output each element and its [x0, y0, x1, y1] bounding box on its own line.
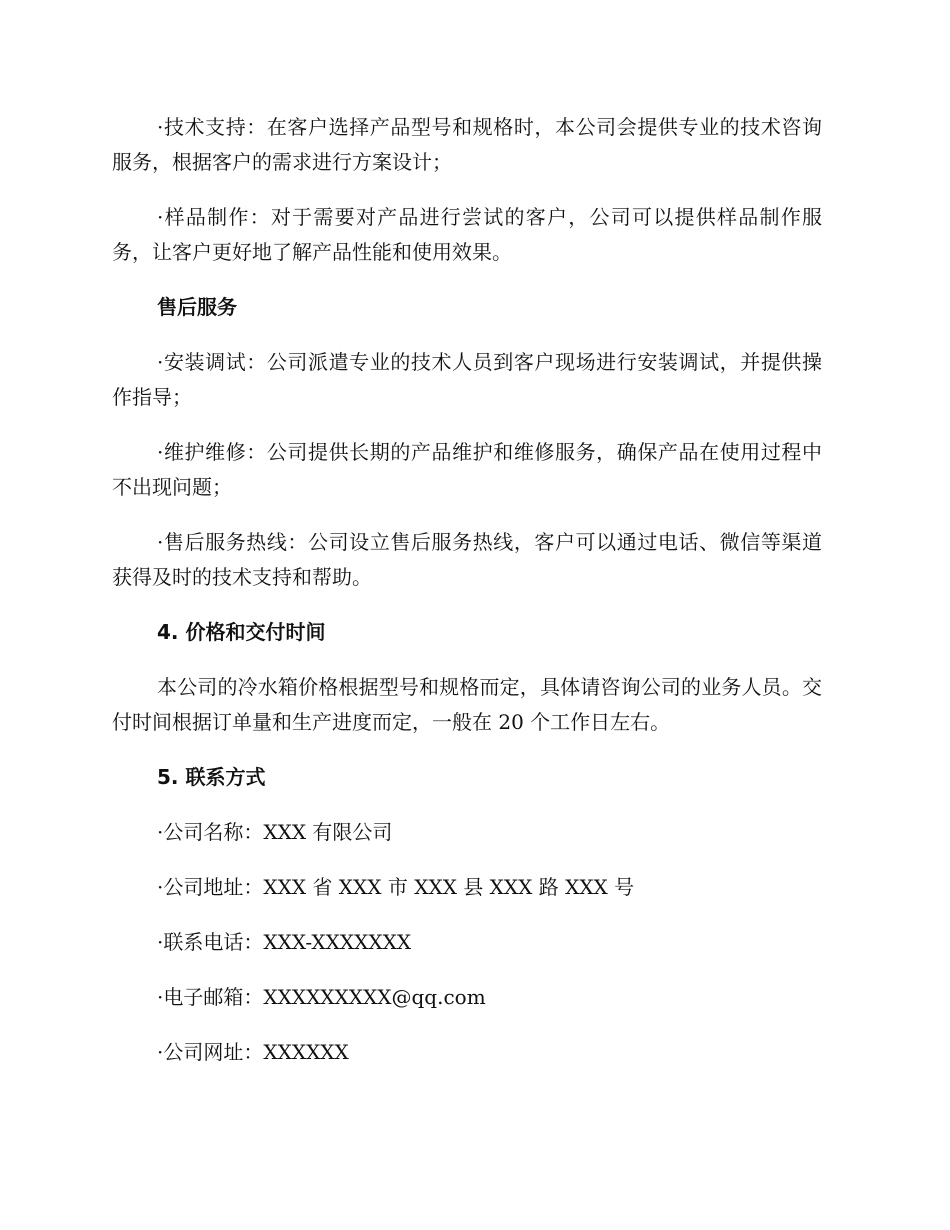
bullet-text: 样品制作：对于需要对产品进行尝试的客户，公司可以提供样品制作服务，让客户更好地了解产品性能和使用效果。: [112, 205, 822, 264]
bullet-text: 电子邮箱：XXXXXXXXX@qq.com: [163, 985, 486, 1009]
bullet-company-address: [112, 870, 822, 905]
heading-contact: 5. 联系方式: [157, 765, 266, 789]
bullet-text: 公司名称：XXX 有限公司: [163, 820, 393, 844]
bullet-email: [112, 980, 822, 1015]
bullet-marker: ·: [157, 440, 164, 464]
bullet-marker: ·: [157, 115, 164, 139]
bullet-text: 技术支持：在客户选择产品型号和规格时，本公司会提供专业的技术咨询服务，根据客户的需求进行方案设计；: [112, 115, 822, 174]
bullet-marker: ·: [157, 350, 164, 374]
bullet-marker: ·: [157, 985, 164, 1009]
paragraph-price-delivery: 本公司的冷水箱价格根据型号和规格而定，具体请咨询公司的业务人员。交付时间根据订单量和生产进度而定，一般在 20 个工作日左右。: [112, 675, 822, 734]
bullet-text: 公司网址：XXXXXX: [163, 1040, 349, 1064]
heading-price-delivery: 4. 价格和交付时间: [157, 620, 326, 644]
bullet-text: 联系电话：XXX-XXXXXXX: [163, 930, 412, 954]
bullet-maintenance: [112, 435, 822, 505]
bullet-marker: ·: [157, 875, 164, 899]
bullet-marker: ·: [157, 205, 164, 229]
bullet-installation: [112, 345, 822, 415]
bullet-marker: ·: [157, 1040, 164, 1064]
bullet-marker: ·: [157, 930, 164, 954]
bullet-text: 维护维修：公司提供长期的产品维护和维修服务，确保产品在使用过程中不出现问题；: [112, 440, 822, 499]
bullet-phone: [112, 925, 822, 960]
bullet-company-name: [112, 815, 822, 850]
bullet-text: 售后服务热线：公司设立售后服务热线，客户可以通过电话、微信等渠道获得及时的技术支持和帮助。: [112, 530, 822, 589]
bullet-website: [112, 1035, 822, 1070]
bullet-hotline: [112, 525, 822, 595]
bullet-text: 公司地址：XXX 省 XXX 市 XXX 县 XXX 路 XXX 号: [163, 875, 635, 899]
bullet-marker: ·: [157, 820, 164, 844]
bullet-technical-support: [112, 110, 822, 180]
heading-after-sales-service: 售后服务: [157, 295, 237, 319]
bullet-text: 安装调试：公司派遣专业的技术人员到客户现场进行安装调试，并提供操作指导；: [112, 350, 822, 409]
document-body: [112, 110, 822, 1090]
bullet-marker: ·: [157, 530, 164, 554]
bullet-sample-production: [112, 200, 822, 270]
